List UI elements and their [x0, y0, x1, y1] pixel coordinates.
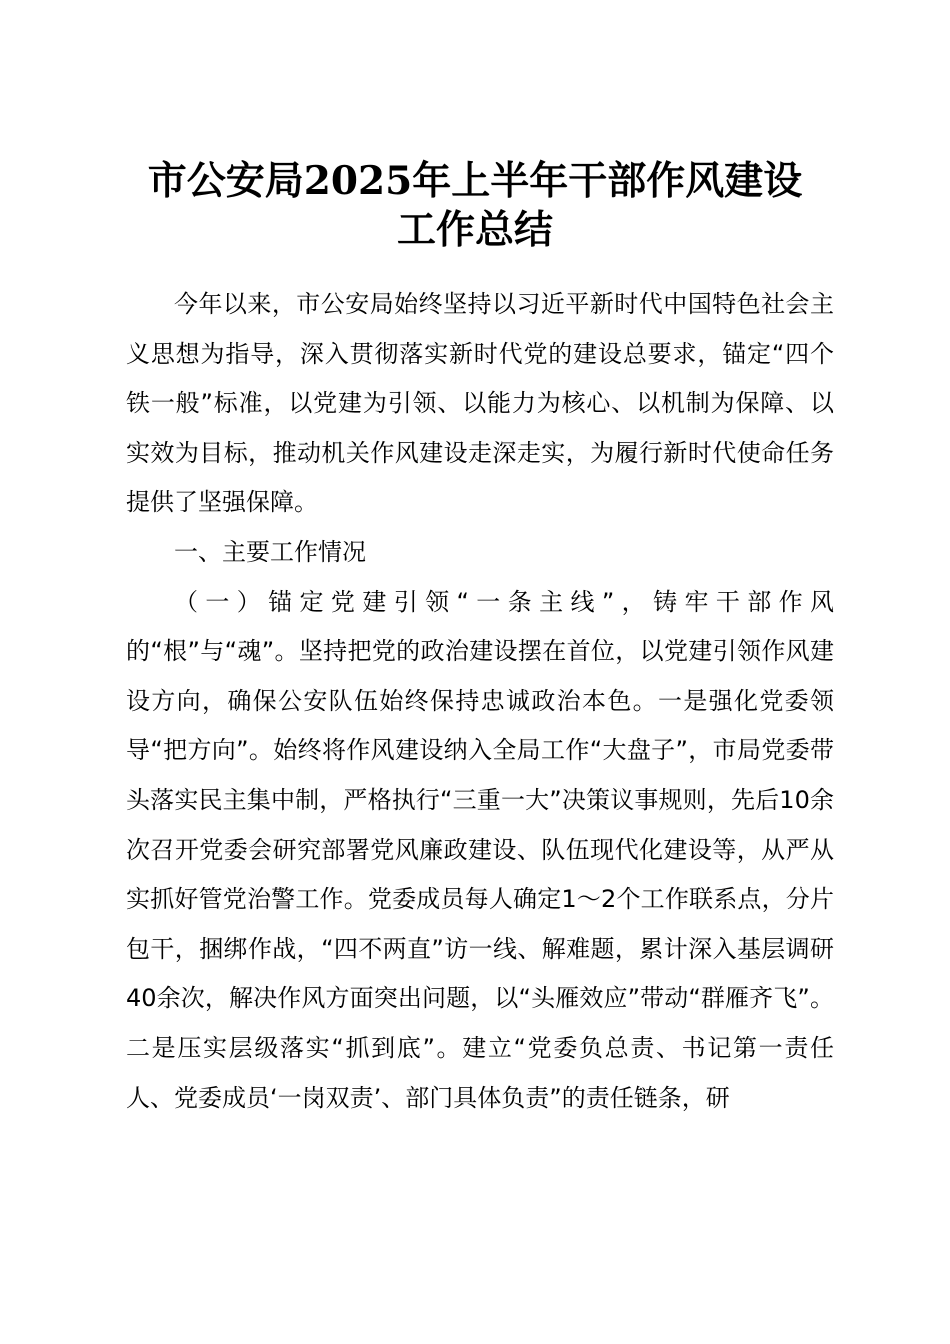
intro-paragraph: 今年以来，市公安局始终坚持以习近平新时代中国特色社会主义思想为指导，深入贯彻落实新时代党的建设总要求，锚定“四个铁一般”标准，以党建为引领、以能力为核心、以机制为保障、以实效为目标，推动机关作风建设走深走实，为履行新时代使命任务提供了坚强保障。 — [126, 290, 834, 517]
section-heading: 一、主要工作情况 — [174, 537, 366, 566]
subsection-paragraph: （一）锚定党建引领“一条主线”，铸牢干部作风的“根”与“魂”。坚持把党的政治建设摆在首位，以党建引领作风建设方向，确保公安队伍始终保持忠诚政治本色。一是强化党委领导“把方向”。始终将作风建设纳入全局工作“大盘子”，市局党委带头落实民主集中制，严格执行“三重一大”决策议事规则，先后10余次召开党委会研究部署党风廉政建设、队伍现代化建设等，从严从实抓好管党治警工作。党委成员每人确定1～2个工作联系点，分片包干，捆绑作战，“四不两直”访一线、解难题，累计深入基层调研40余次，解决作风方面突出问题，以“头雁效应”带动“群雁齐飞”。二是压实层级落实“抓到底”。建立“党委负总责、书记第一责任人、党委成员‘一岗双责’、部门具体负责”的责任链条，研 — [126, 587, 834, 1112]
document-title-line-2: 工作总结 — [396, 207, 553, 253]
document-title-line-1: 市公安局2025年上半年干部作风建设 — [147, 158, 803, 204]
document-body — [126, 280, 834, 1123]
